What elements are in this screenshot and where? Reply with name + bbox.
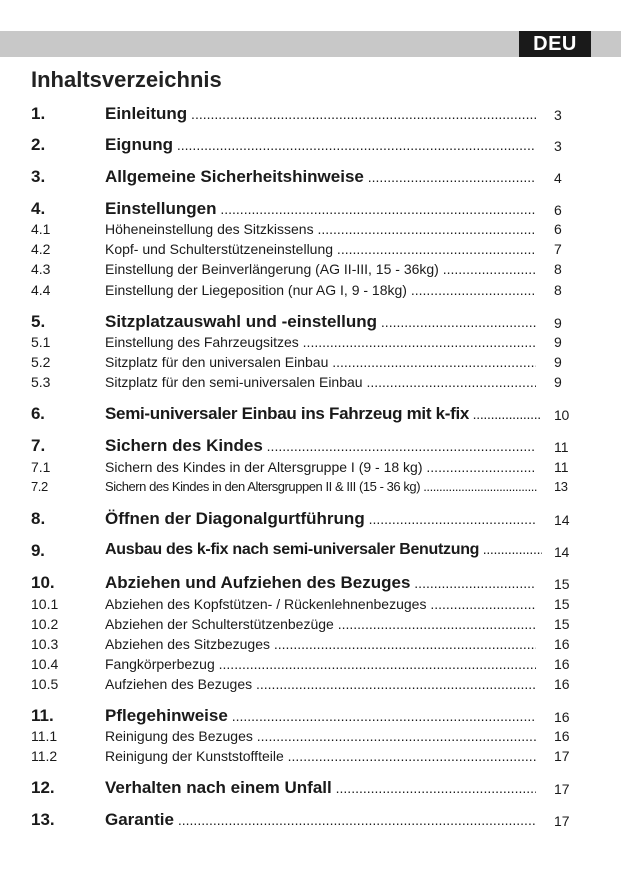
- toc-title: Abziehen und Aufziehen des Bezuges .....: [105, 573, 536, 593]
- toc-page: 14: [554, 544, 569, 560]
- toc-page: 9: [554, 354, 562, 370]
- toc-number: 10.5: [31, 676, 59, 692]
- toc-title: Einstellung der Liegeposition (nur AG I, 9 - 18kg) .....: [105, 282, 536, 298]
- toc-entry-10-5[interactable]: [31, 676, 576, 696]
- toc-title: Allgemeine Sicherheitshinweise .....: [105, 167, 536, 187]
- language-badge: DEU: [519, 31, 591, 57]
- toc-entry-4[interactable]: [31, 199, 576, 219]
- toc-page: 8: [554, 282, 562, 298]
- toc-entry-10-3[interactable]: [31, 636, 576, 656]
- toc-number: 6.: [31, 404, 45, 423]
- toc-title: Garantie .....: [105, 810, 536, 830]
- toc-entry-2[interactable]: [31, 135, 576, 155]
- toc-entry-7-2[interactable]: [31, 479, 576, 499]
- page-title: Inhaltsverzeichnis: [31, 67, 222, 92]
- toc-number: 11.2: [31, 748, 58, 764]
- toc-title: Sichern des Kindes in der Altersgruppe I (9 - 18 kg) .....: [105, 459, 536, 475]
- toc-title: Reinigung der Kunststoffteile .....: [105, 748, 536, 764]
- toc-entry-13[interactable]: [31, 810, 576, 830]
- toc-number: 10.3: [31, 636, 59, 652]
- toc-page: 10: [554, 407, 569, 423]
- toc-number: 4.2: [31, 241, 51, 257]
- toc-entry-6[interactable]: [31, 404, 576, 424]
- toc-title: Sitzplatz für den universalen Einbau .....: [105, 354, 536, 370]
- toc-page: 17: [554, 748, 570, 764]
- toc-number: 4.1: [31, 221, 51, 237]
- toc-title: Eignung .....: [105, 135, 536, 155]
- toc-title: Sitzplatz für den semi-universalen Einbau .....: [105, 374, 536, 390]
- toc-title: Sichern des Kindes .....: [105, 436, 536, 456]
- toc-page: 11: [554, 439, 569, 455]
- toc-number: 7.1: [31, 459, 51, 475]
- toc-page: 14: [554, 512, 570, 528]
- toc-number: 10.: [31, 573, 55, 592]
- toc-number: 5.: [31, 312, 46, 331]
- toc-title: Semi-universaler Einbau ins Fahrzeug mit k-fix .....: [105, 404, 542, 424]
- toc-number: 1.: [31, 104, 46, 123]
- toc-number: 4.4: [31, 282, 51, 298]
- toc-number: 10.1: [31, 596, 59, 612]
- toc-entry-4-4[interactable]: [31, 282, 576, 302]
- toc-number: 5.2: [31, 354, 51, 370]
- toc-entry-10-2[interactable]: [31, 616, 576, 636]
- toc-page: 17: [554, 781, 570, 797]
- toc-number: 7.: [31, 436, 46, 455]
- toc-title: Einstellungen .....: [105, 199, 536, 219]
- toc-number: 13.: [31, 810, 55, 829]
- toc-page: 16: [554, 656, 570, 672]
- toc-entry-4-3[interactable]: [31, 261, 576, 281]
- toc-number: 5.3: [31, 374, 51, 390]
- toc-entry-3[interactable]: [31, 167, 576, 187]
- toc-number: 10.4: [31, 656, 59, 672]
- toc-page: 16: [554, 728, 570, 744]
- toc-number: 3.: [31, 167, 46, 186]
- toc-page: 16: [554, 676, 570, 692]
- toc-page: 15: [554, 616, 570, 632]
- toc-number: 9.: [31, 541, 45, 560]
- toc-title: Öffnen der Diagonalgurtführung .....: [105, 509, 536, 529]
- toc-number: 5.1: [31, 334, 51, 350]
- toc-title: Einstellung der Beinverlängerung (AG II-III, 15 - 36kg) .....: [105, 261, 536, 277]
- toc-number: 4.3: [31, 261, 51, 277]
- toc-title: Höheneinstellung des Sitzkissens .....: [105, 221, 536, 237]
- toc-title: Abziehen des Kopfstützen- / Rückenlehnenbezuges .....: [105, 596, 536, 612]
- toc-title: Einstellung des Fahrzeugsitzes .....: [105, 334, 536, 350]
- toc-page: 4: [554, 170, 562, 186]
- toc-entry-10-4[interactable]: [31, 656, 576, 676]
- toc-page: 17: [554, 813, 570, 829]
- toc-title: Fangkörperbezug .....: [105, 656, 536, 672]
- toc-page: 6: [554, 221, 562, 237]
- toc-title: Sitzplatzauswahl und -einstellung .....: [105, 312, 536, 332]
- toc-entry-11-2[interactable]: [31, 748, 576, 768]
- toc-number: 11.1: [31, 728, 58, 744]
- toc-entry-7[interactable]: [31, 436, 576, 456]
- toc-page: 8: [554, 261, 562, 277]
- toc-entry-10-1[interactable]: [31, 596, 576, 616]
- toc-page: 11: [554, 459, 569, 475]
- toc-page: 6: [554, 202, 562, 218]
- toc-number: 4.: [31, 199, 46, 218]
- toc-title: Pflegehinweise .....: [105, 706, 536, 726]
- toc-page: 9: [554, 374, 562, 390]
- toc-entry-4-1[interactable]: [31, 221, 576, 241]
- toc-number: 11.: [31, 706, 54, 725]
- toc-page: 9: [554, 334, 562, 350]
- toc-entry-1[interactable]: [31, 104, 576, 124]
- toc-title: Reinigung des Bezuges .....: [105, 728, 536, 744]
- toc-title: Abziehen des Sitzbezuges .....: [105, 636, 536, 652]
- toc-title: Einleitung .....: [105, 104, 536, 124]
- toc-entry-4-2[interactable]: [31, 241, 576, 261]
- toc-title: Aufziehen des Bezuges .....: [105, 676, 536, 692]
- toc-entry-10[interactable]: [31, 573, 576, 593]
- toc-entry-5[interactable]: [31, 312, 576, 332]
- toc-page: 9: [554, 315, 562, 331]
- toc-page: 15: [554, 576, 570, 592]
- toc-number: 10.2: [31, 616, 59, 632]
- toc-page: 7: [554, 241, 562, 257]
- toc-title: Ausbau des k-fix nach semi-universaler Benutzung .....: [105, 541, 542, 559]
- toc-entry-8[interactable]: [31, 509, 576, 529]
- toc-entry-11-1[interactable]: [31, 728, 576, 748]
- toc-entry-5-1[interactable]: [31, 334, 576, 354]
- toc-entry-12[interactable]: [31, 778, 576, 798]
- toc-entry-7-1[interactable]: [31, 459, 576, 479]
- toc-number: 2.: [31, 135, 46, 154]
- toc-page: 13: [554, 479, 568, 494]
- toc-title: Verhalten nach einem Unfall .....: [105, 778, 536, 798]
- toc-number: 12.: [31, 778, 55, 797]
- toc-entry-9[interactable]: [31, 541, 576, 561]
- toc-entry-5-3[interactable]: [31, 374, 576, 394]
- toc-title: Sichern des Kindes in den Altersgruppen II & III (15 - 36 kg) .....: [105, 479, 538, 494]
- toc-page: 3: [554, 107, 562, 123]
- toc-entry-11[interactable]: [31, 706, 576, 726]
- toc-page: 16: [554, 636, 570, 652]
- toc-page: 3: [554, 138, 562, 154]
- toc-title: Kopf- und Schulterstützeneinstellung .....: [105, 241, 536, 257]
- toc-title: Abziehen der Schulterstützenbezüge .....: [105, 616, 536, 632]
- toc-entry-5-2[interactable]: [31, 354, 576, 374]
- toc-page: 15: [554, 596, 570, 612]
- toc-page: 16: [554, 709, 570, 725]
- toc-number: 7.2: [31, 479, 48, 494]
- toc-number: 8.: [31, 509, 46, 528]
